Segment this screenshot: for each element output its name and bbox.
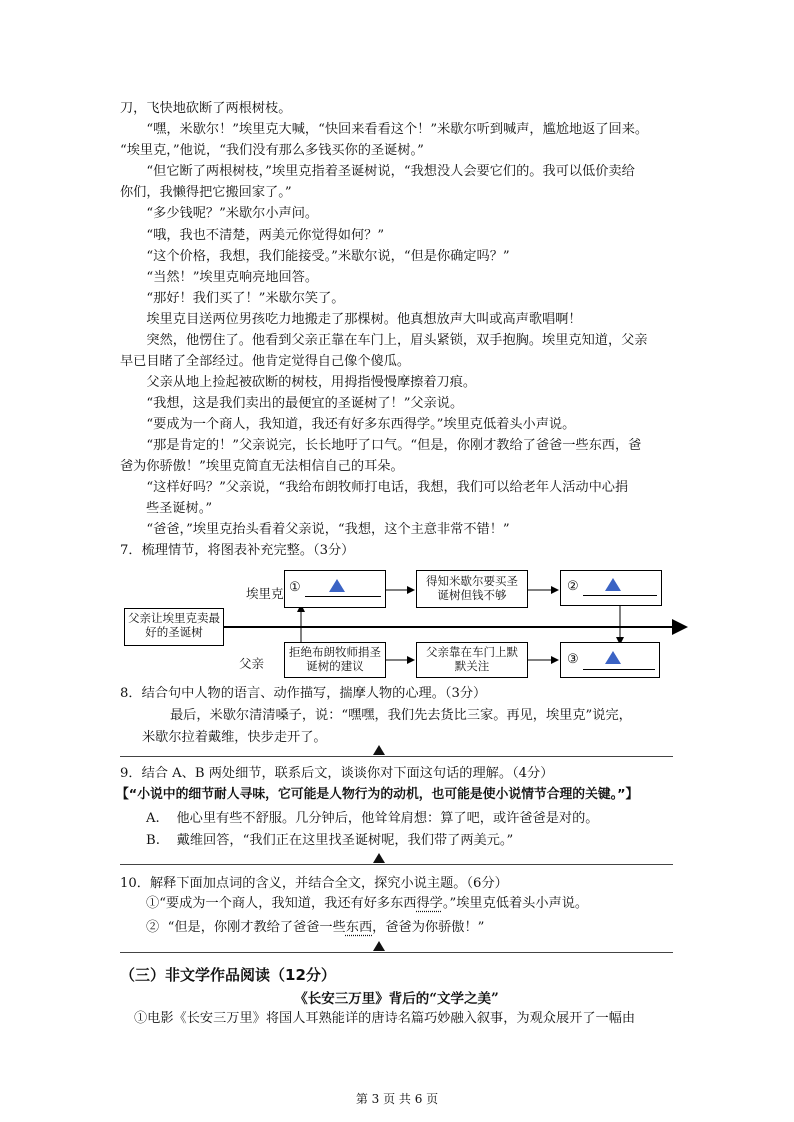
item-2-text-a: “但是，你刚才教给了爸爸一些 xyxy=(167,920,346,935)
blank-box-3 xyxy=(560,642,660,678)
detail-a xyxy=(146,808,676,830)
event-box-bottom-1-text: 拒绝布朗牧师捐圣诞树的建议 xyxy=(289,645,381,673)
story-line: “这个价格，我想，我们能接受。”米歇尔说，“但是你确定吗？” xyxy=(146,249,510,264)
story-line: “多少钱呢？”米歇尔小声问。 xyxy=(146,206,319,221)
item-1-text-a: “要成为一个商人，我知道，我还有好多东西 xyxy=(159,896,417,911)
answer-blank-3[interactable] xyxy=(583,669,655,670)
story-line: 突然，他愣住了。他看到父亲正靠在车门上，眉头紧锁，双手抱胸。埃里克知道，父亲 xyxy=(146,333,648,348)
answer-line-9[interactable] xyxy=(120,864,673,865)
start-box-text: 父亲让埃里克卖最好的圣诞树 xyxy=(128,611,220,639)
story-line: 些圣诞树。” xyxy=(146,501,213,516)
answer-marker-icon xyxy=(373,941,385,951)
article-title: 《长安三万里》背后的“文学之美” xyxy=(294,991,499,1007)
story-line: 刀，飞快地砍断了两根树枝。 xyxy=(120,101,292,116)
story-line: “我想，这是我们卖出的最便宜的圣诞树了！”父亲说。 xyxy=(146,396,464,411)
blank-box-1 xyxy=(284,570,386,608)
blank-box-2 xyxy=(560,570,662,606)
story-line: “当然！”埃里克响亮地回答。 xyxy=(146,270,319,285)
answer-line-10[interactable] xyxy=(120,952,673,953)
story-line: 父亲从地上捡起被砍断的树枝，用拇指慢慢摩擦着刀痕。 xyxy=(146,375,477,390)
triangle-icon xyxy=(329,579,345,592)
story-line: 埃里克目送两位男孩吃力地搬走了那棵树。他真想放声大叫或高声歌唱啊！ xyxy=(146,312,582,327)
blank-number-1: ① xyxy=(289,580,301,595)
event-box-bottom-2-text: 父亲靠在车门上默默关注 xyxy=(426,645,518,673)
question-7-title: 7．梳理情节，将图表补充完整。（3分） xyxy=(120,543,355,558)
detail-b-label: B. xyxy=(146,833,160,848)
story-line: “那好！我们买了！”米歇尔笑了。 xyxy=(146,291,345,306)
story-line: “那是肯定的！”父亲说完，长长地吁了口气。“但是，你刚才教给了爸爸一些东西，爸 xyxy=(146,438,642,453)
answer-blank-1[interactable] xyxy=(305,596,381,597)
detail-b xyxy=(146,830,676,852)
story-line: 你们，我懒得把它搬回家了。” xyxy=(120,185,292,200)
answer-marker-icon xyxy=(373,853,385,863)
article-first-line: ①电影《长安三万里》将国人耳熟能详的唐诗名篇巧妙融入叙事，为观众展开了一幅由 xyxy=(134,1011,636,1026)
answer-line-8[interactable] xyxy=(120,756,673,757)
blank-number-3: ③ xyxy=(567,652,579,667)
label-eric: 埃里克 xyxy=(246,586,284,601)
story-line: “嘿，米歇尔！”埃里克大喊，“快回来看看这个！”米歇尔听到喊声，尴尬地返了回来。 xyxy=(146,122,649,137)
question-8-title: 8．结合句中人物的语言、动作描写，揣摩人物的心理。（3分） xyxy=(120,686,487,701)
event-box-top-2 xyxy=(416,570,528,608)
answer-marker-icon xyxy=(373,745,385,755)
start-box xyxy=(124,608,224,646)
story-line: “爸爸，”埃里克抬头看着父亲说，“我想，这个主意非常不错！” xyxy=(146,522,510,537)
event-box-bottom-2 xyxy=(416,642,528,678)
question-8-quote-line-2: 米歇尔拉着戴维，快步走开了。 xyxy=(142,730,327,745)
item-2-dotted-word: 东西 xyxy=(345,920,373,935)
story-line: “要成为一个商人，我知道，我还有好多东西得学。”埃里克低着头小声说。 xyxy=(146,417,576,432)
page-footer: 第 3 页 共 6 页 xyxy=(355,1092,439,1106)
story-line: “埃里克，”他说，“我们没有那么多钱买你的圣诞树。” xyxy=(120,143,424,158)
triangle-icon xyxy=(605,651,621,664)
story-line: 爸为你骄傲！”埃里克简直无法相信自己的耳朵。 xyxy=(120,459,404,474)
question-9-title: 9．结合 A、B 两处细节，联系后文，谈谈你对下面这句话的理解。（4分） xyxy=(120,766,554,781)
item-2-text-b: ，爸爸为你骄傲！” xyxy=(372,920,485,935)
triangle-icon xyxy=(605,578,621,591)
item-1-text-b: 。”埃里克低着头小声说。 xyxy=(442,896,589,911)
section-heading: （三）非文学作品阅读（12分） xyxy=(120,966,336,984)
question-8-quote-line-1: 最后，米歇尔清清嗓子，说：“嘿嘿，我们先去货比三家。再见，埃里克”说完， xyxy=(170,708,632,723)
story-line: 早已目睹了全部经过。他肯定觉得自己像个傻瓜。 xyxy=(120,354,411,369)
label-father: 父亲 xyxy=(239,656,265,671)
detail-b-text: 戴维回答，“我们正在这里找圣诞树呢，我们带了两美元。” xyxy=(176,833,514,848)
question-10-item-2 xyxy=(146,917,676,939)
detail-a-label: A. xyxy=(146,811,160,826)
blank-number-2: ② xyxy=(567,579,579,594)
story-line: “但它断了两根树枝，”埃里克指着圣诞树说，“我想没人会要它们的。我可以低价卖给 xyxy=(146,164,635,179)
answer-blank-2[interactable] xyxy=(583,595,657,596)
item-2-number: ② xyxy=(146,920,160,935)
detail-a-text: 他心里有些不舒服。几分钟后，他耸耸肩想：算了吧，或许爸爸是对的。 xyxy=(176,811,599,826)
event-box-top-2-text: 得知米歇尔要买圣诞树但钱不够 xyxy=(426,574,518,602)
item-1-dotted-word: 得学 xyxy=(416,896,443,911)
item-1-number: ① xyxy=(146,896,160,911)
story-line: “这样好吗？”父亲说，“我给布朗牧师打电话，我想，我们可以给老年人活动中心捐 xyxy=(146,480,629,495)
event-box-bottom-1 xyxy=(284,642,386,678)
question-10-item-1 xyxy=(146,893,676,915)
question-9-quote: 【“小说中的细节耐人寻味，它可能是人物行为的动机，也可能是使小说情节合理的关键。”】 xyxy=(116,787,639,802)
story-line: “哦，我也不清楚，两美元你觉得如何？” xyxy=(146,228,385,243)
question-10-title: 10．解释下面加点词的含义，并结合全文，探究小说主题。（6分） xyxy=(120,876,508,891)
